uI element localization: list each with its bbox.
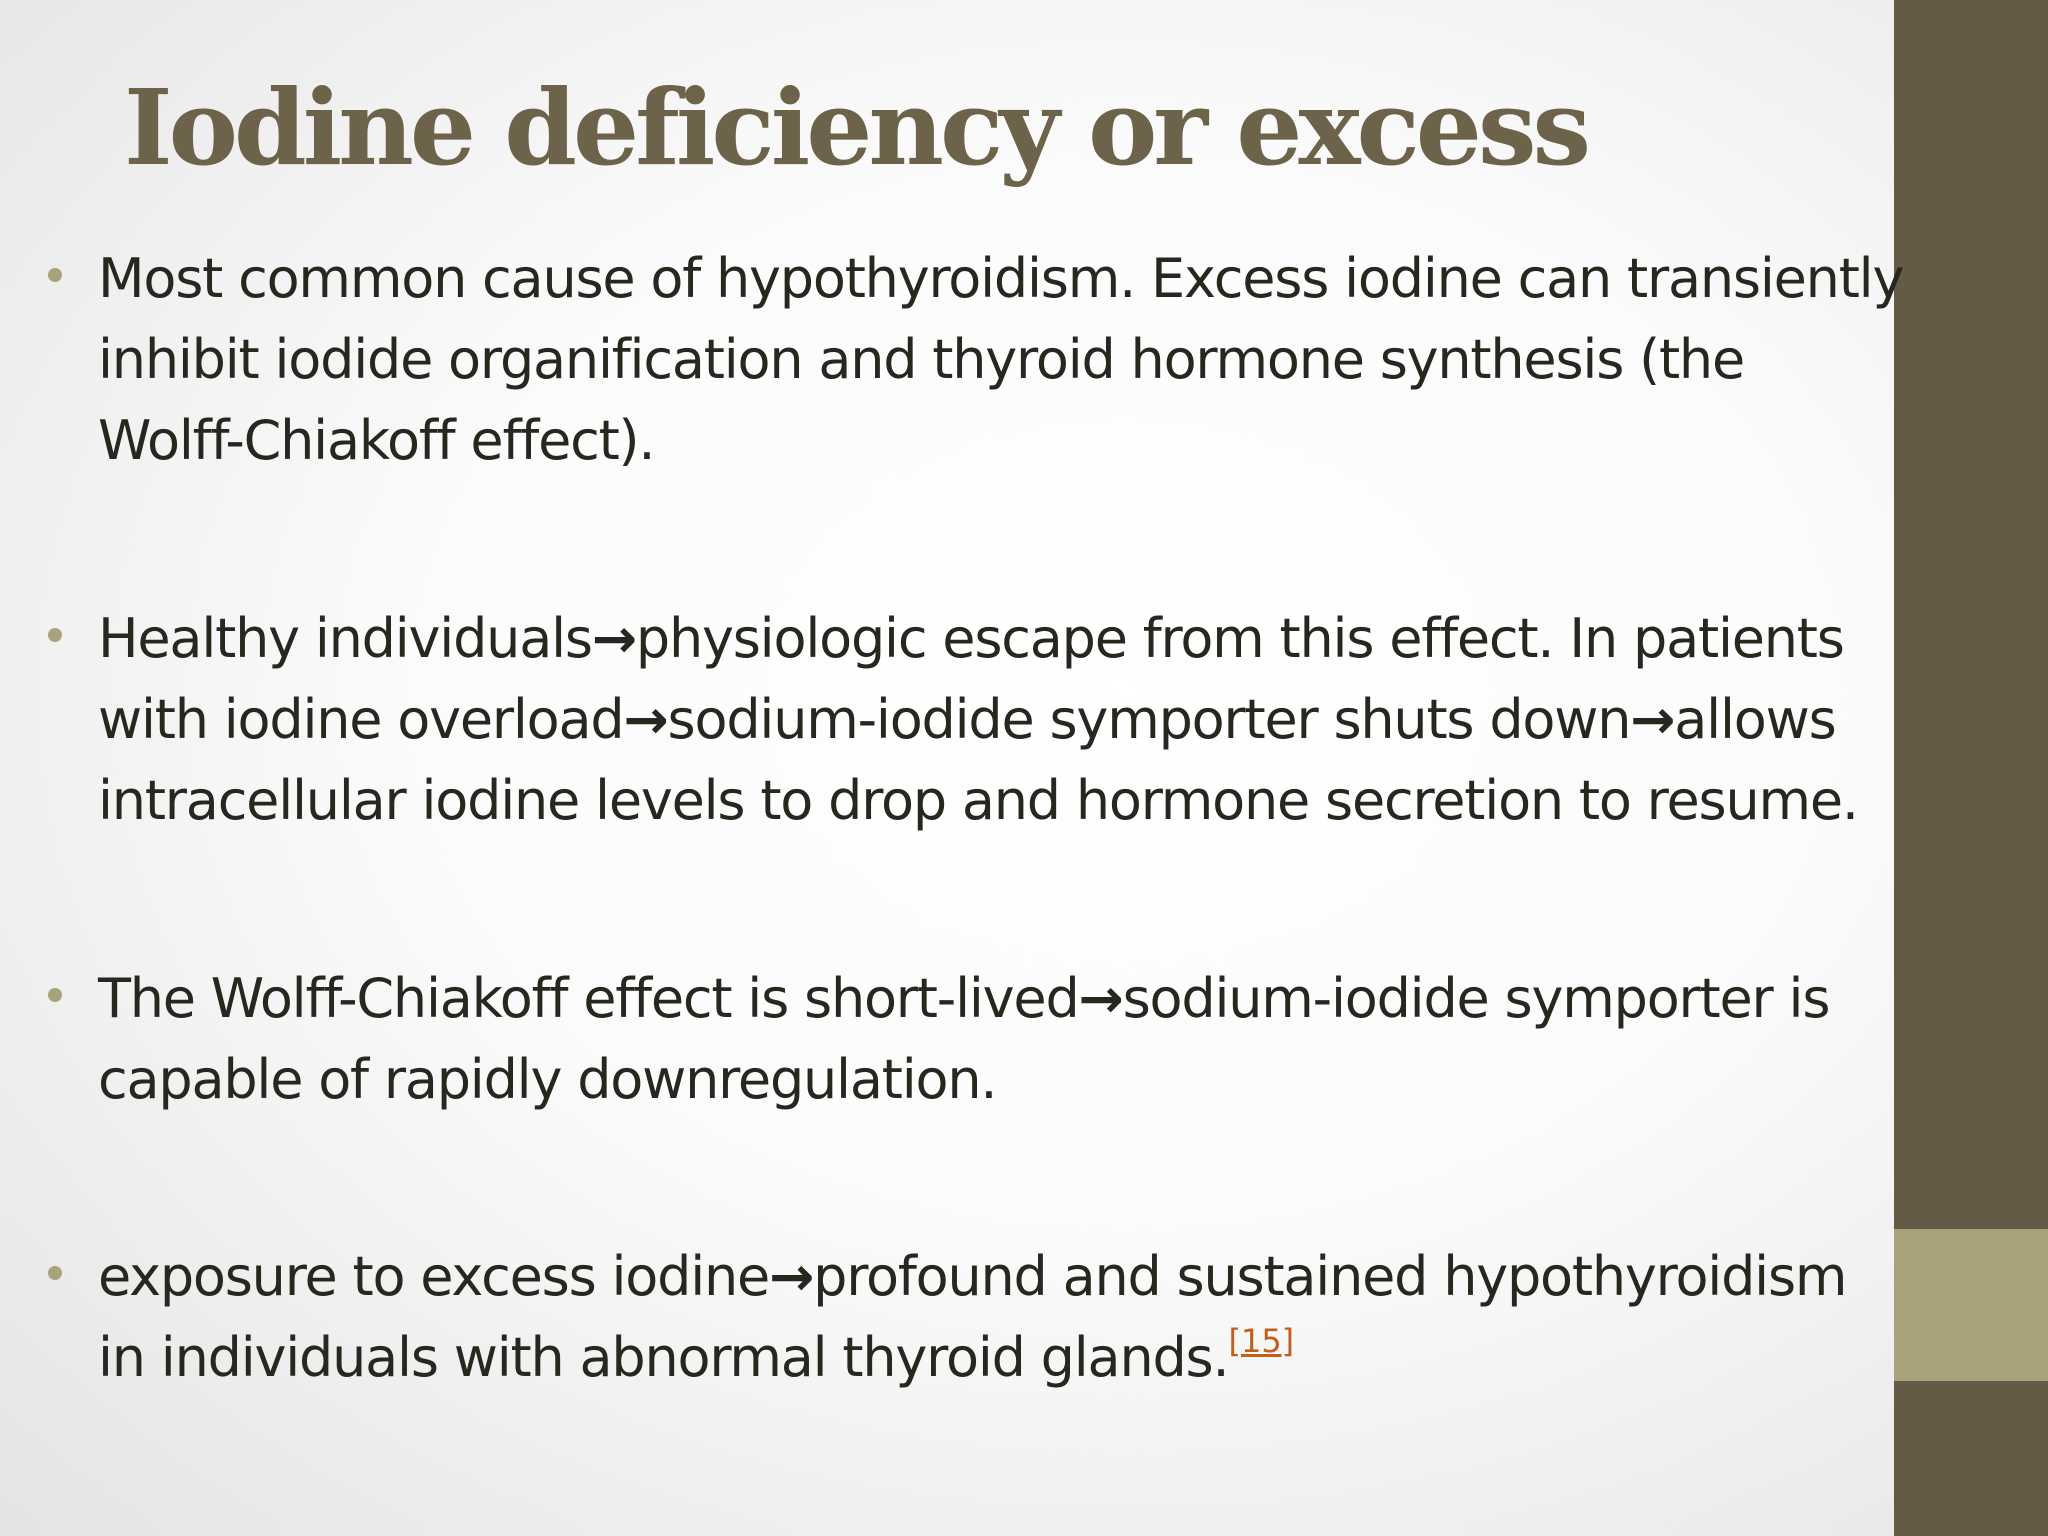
bullet-text (98, 1236, 2048, 1398)
bullet-text (98, 598, 2048, 841)
text-run: sodium-iodide symporter shuts down (667, 688, 1631, 751)
bullet-text (98, 958, 2048, 1120)
right-arrow-icon: → (1630, 688, 1675, 751)
citation-link[interactable]: [15] (1228, 1322, 1295, 1360)
text-line (98, 1317, 2048, 1398)
bullet-dot-icon (48, 268, 62, 282)
text-run: sodium-iodide symporter is (1122, 967, 1830, 1030)
text-line (98, 958, 2048, 1039)
text-line (98, 238, 2048, 319)
text-run: The Wolff-Chiakoff effect is short-lived (98, 967, 1079, 1030)
text-run: physiologic escape from this effect. In patients (635, 607, 1844, 670)
right-arrow-icon: → (769, 1245, 814, 1308)
text-line (98, 598, 2048, 679)
text-line (98, 1236, 2048, 1317)
text-run: capable of rapidly downregulation. (98, 1048, 997, 1111)
text-run: Healthy individuals (98, 607, 592, 670)
text-run: in individuals with abnormal thyroid glands. (98, 1326, 1229, 1389)
text-line (98, 760, 2048, 841)
text-run: intracellular iodine levels to drop and hormone secretion to resume. (98, 769, 1858, 832)
bullet-text (98, 238, 2048, 481)
text-run: inhibit iodide organification and thyroid hormone synthesis (the (98, 328, 1744, 391)
right-arrow-icon: → (623, 688, 668, 751)
text-run: exposure to excess iodine (98, 1245, 770, 1308)
slide-title: Iodine deficiency or excess (124, 66, 1588, 189)
text-run: Most common cause of hypothyroidism. Excess iodine can transiently (98, 247, 1904, 310)
text-run: Wolff-Chiakoff effect). (98, 409, 655, 472)
right-arrow-icon: → (1078, 967, 1123, 1030)
bullet-dot-icon (48, 988, 62, 1002)
right-arrow-icon: → (591, 607, 636, 670)
text-line (98, 1039, 2048, 1120)
text-run: profound and sustained hypothyroidism (813, 1245, 1847, 1308)
text-run: allows (1674, 688, 1836, 751)
bullet-dot-icon (48, 628, 62, 642)
text-line (98, 319, 2048, 400)
text-line (98, 679, 2048, 760)
bullet-dot-icon (48, 1266, 62, 1280)
text-run: with iodine overload (98, 688, 624, 751)
text-line (98, 400, 2048, 481)
